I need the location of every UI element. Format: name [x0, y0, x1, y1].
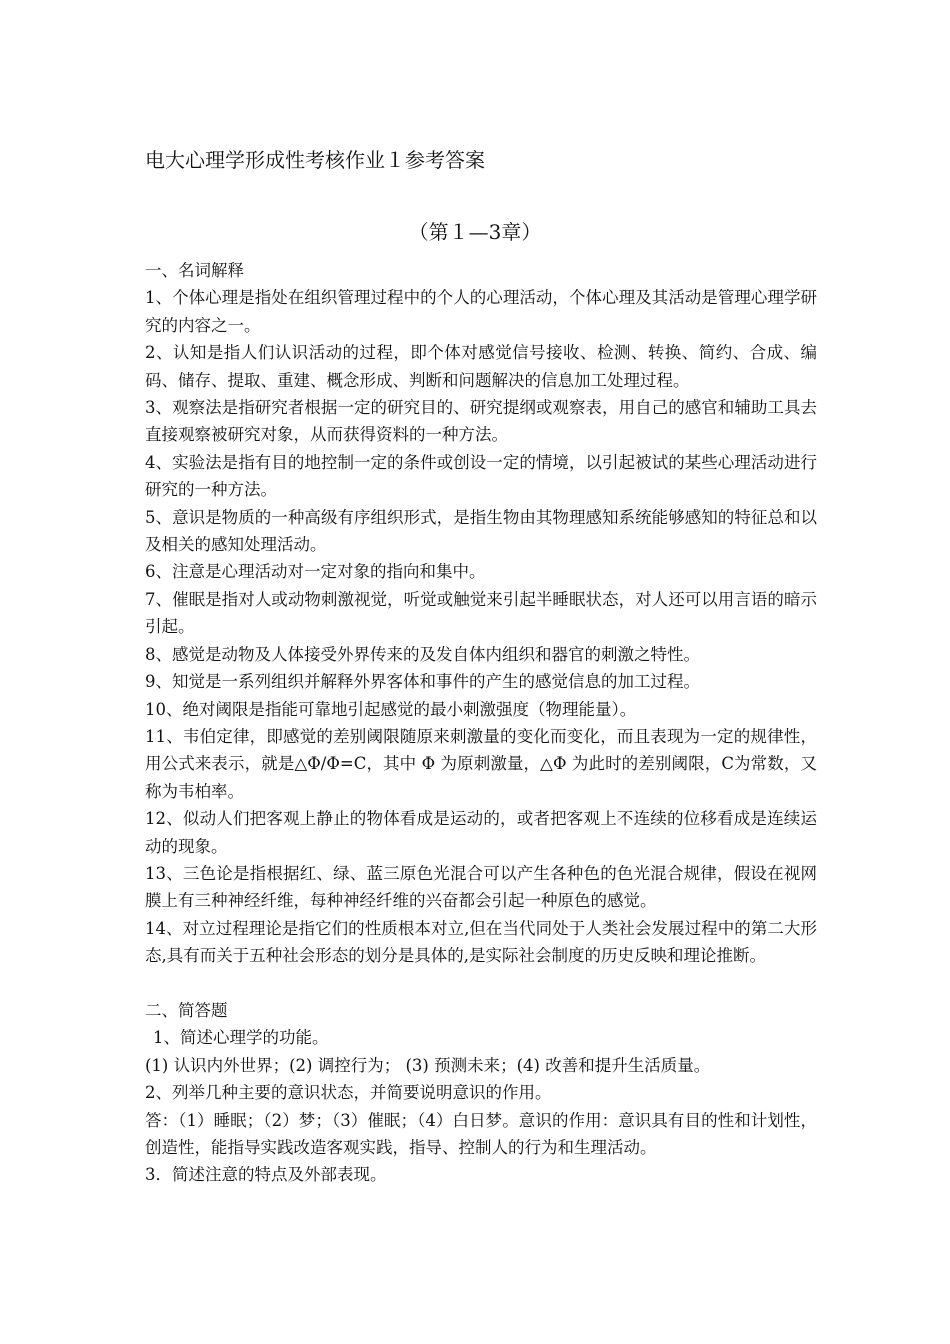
question-item: 3．简述注意的特点及外部表现。 [145, 1165, 387, 1185]
definition-item: 4、实验法是指有目的地控制一定的条件或创设一定的情境，以引起被试的某些心理活动进行研究的一种方法。 [145, 452, 817, 500]
answer-item: 答：（1）睡眠；（2）梦；（3）催眠；（4）白日梦。意识的作用：意识具有目的性和计划性，创造性，能指导实践改造客观实践，指导、控制人的行为和生理活动。 [145, 1110, 817, 1157]
chapter-range: （第１—3章） [408, 220, 542, 244]
section-heading-short-answers: 二、简答题 [145, 1000, 228, 1020]
section-heading-definitions: 一、名词解释 [145, 261, 244, 280]
definition-item: 12、似动人们把客观上静止的物体看成是运动的，或者把客观上不连续的位移看成是连续运动的现象。 [145, 809, 817, 856]
definition-item: 2、认知是指人们认识活动的过程，即个体对感觉信号接收、检测、转换、简约、合成、编码、储存、提取、重建、概念形成、判断和问题解决的信息加工处理过程。 [145, 343, 817, 390]
definition-item: 3、观察法是指研究者根据一定的研究目的、研究提纲或观察表，用自己的感官和辅助工具去直接观察被研究对象，从而获得资料的一种方法。 [145, 398, 817, 445]
definition-item: 6、注意是心理活动对一定对象的指向和集中。 [145, 562, 486, 582]
definition-item: 5、意识是物质的一种高级有序组织形式，是指生物由其物理感知系统能够感知的特征总和以及相关的感知处理活动。 [145, 507, 817, 555]
document-body [145, 257, 817, 1189]
definition-item: 14、对立过程理论是指它们的性质根本对立,但在当代同处于人类社会发展过程中的第二大形态,具有而关于五种社会形态的划分是具体的,是实际社会制度的历史反映和理论推断。 [145, 918, 817, 966]
answer-item: (1) 认识内外世界；(2) 调控行为； (3) 预测未来；(4) 改善和提升生活质量。 [145, 1055, 711, 1075]
definition-item: 1、个体心理是指处在组织管理过程中的个人的心理活动，个体心理及其活动是管理心理学研究的内容之一。 [145, 288, 817, 335]
definition-item: 13、三色论是指根据红、绿、蓝三原色光混合可以产生各种色的色光混合规律，假设在视网膜上有三种神经纤维，每种神经纤维的兴奋都会引起一种原色的感觉。 [145, 863, 817, 911]
question-item: 2、列举几种主要的意识状态，并简要说明意识的作用。 [145, 1083, 552, 1103]
definition-item: 10、绝对阈限是指能可靠地引起感觉的最小刺激强度（物理能量）。 [145, 699, 637, 719]
definition-item: 7、催眠是指对人或动物刺激视觉，听觉或触觉来引起半睡眠状态，对人还可以用言语的暗示引起。 [145, 589, 817, 637]
document-title: 电大心理学形成性考核作业１参考答案 [145, 148, 485, 172]
definition-item: 9、知觉是一系列组织并解释外界客体和事件的产生的感觉信息的加工过程。 [145, 672, 700, 692]
question-item: 1、简述心理学的功能。 [153, 1028, 329, 1048]
definition-item: 11、韦伯定律，即感觉的差别阈限随原来刺激量的变化而变化，而且表现为一定的规律性，用公式来表示，就是△Φ/Φ=C，其中 Φ 为原刺激量，△Φ 为此时的差别阈限，C为常数，又称为韦柏率。 [145, 726, 817, 801]
definition-item: 8、感觉是动物及人体接受外界传来的及发自体内组织和器官的刺激之特性。 [145, 644, 700, 664]
section-spacer [145, 970, 817, 997]
